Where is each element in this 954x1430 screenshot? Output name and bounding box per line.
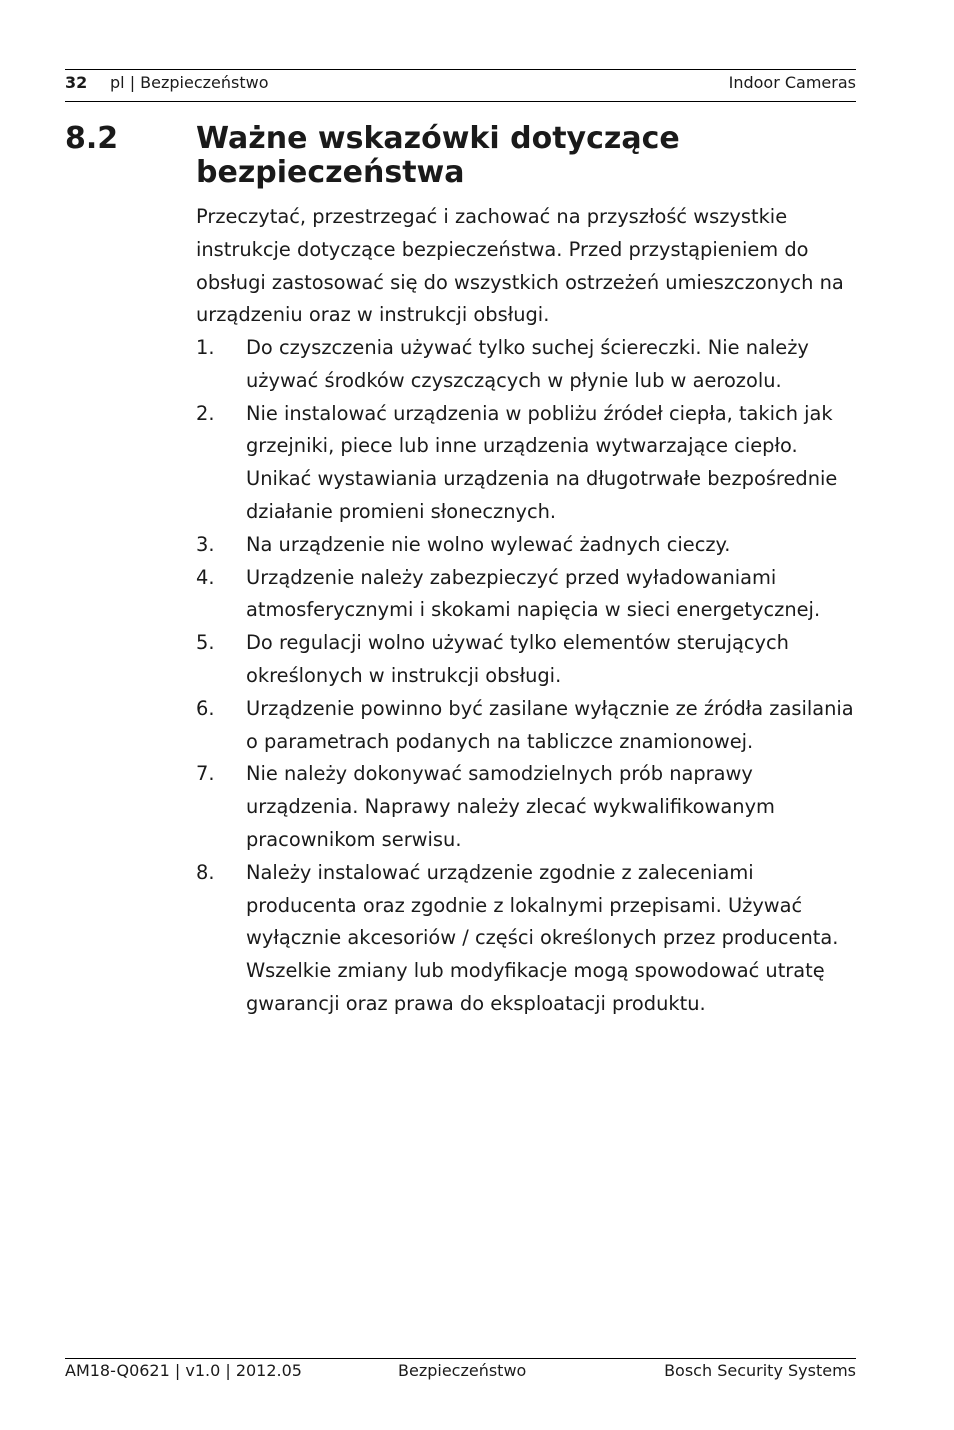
list-item <box>196 857 856 1021</box>
document-id: AM18-Q0621 | v1.0 | 2012.05 <box>65 1361 302 1380</box>
list-item-text: Nie instalować urządzenia w pobliżu źródeł ciepła, takich jak grzejniki, piece lub inne urządzenia wytwarzające ciepło. Unikać wystawiania urządzenia na długotrwałe bezpośrednie działanie promieni słonecznych. <box>246 401 838 523</box>
list-item-text: Nie należy dokonywać samodzielnych prób naprawy urządzenia. Naprawy należy zlecać wykwalifikowanym pracownikom serwisu. <box>246 762 775 851</box>
list-item-text: Do regulacji wolno używać tylko elementów sterujących określonych w instrukcji obsługi. <box>246 631 789 687</box>
list-item <box>196 627 856 693</box>
page-header <box>65 69 856 102</box>
page-number: 32 <box>65 73 88 92</box>
list-item-number: 4. <box>196 565 215 589</box>
page-footer <box>65 1358 856 1389</box>
list-item-number: 5. <box>196 631 215 655</box>
company-name: Bosch Security Systems <box>664 1361 856 1380</box>
list-item-number: 7. <box>196 762 215 786</box>
safety-list <box>196 332 856 1021</box>
breadcrumb: pl | Bezpieczeństwo <box>110 73 269 92</box>
list-item <box>196 693 856 759</box>
list-item-text: Urządzenie powinno być zasilane wyłącznie ze źródła zasilania o parametrach podanych na tabliczce znamionowej. <box>246 696 854 753</box>
list-item <box>196 758 856 856</box>
intro-paragraph: Przeczytać, przestrzegać i zachować na przyszłość wszystkie instrukcje dotyczące bezpieczeństwa. Przed przystąpieniem do obsługi zastosować się do wszystkich ostrzeżeń umieszczonych na urządzeniu oraz w instrukcji obsługi. <box>196 205 844 327</box>
list-item <box>196 529 856 562</box>
list-item-number: 1. <box>196 336 215 359</box>
list-item-number: 2. <box>196 401 215 425</box>
section-title: Ważne wskazówki dotyczące bezpieczeństwa <box>196 121 680 190</box>
footer-section: Bezpieczeństwo <box>398 1361 527 1380</box>
list-item-number: 3. <box>196 532 215 556</box>
list-item-text: Urządzenie należy zabezpieczyć przed wyładowaniami atmosferycznymi i skokami napięcia w sieci energetycznej. <box>246 565 821 622</box>
list-item <box>196 332 856 398</box>
product-name: Indoor Cameras <box>728 73 856 92</box>
list-item <box>196 562 856 628</box>
list-item-number: 6. <box>196 696 215 720</box>
list-item-number: 8. <box>196 860 215 884</box>
list-item-text: Na urządzenie nie wolno wylewać żadnych cieczy. <box>246 532 731 556</box>
list-item <box>196 398 856 529</box>
list-item-text: Należy instalować urządzenie zgodnie z zaleceniami producenta oraz zgodnie z lokalnymi przepisami. Używać wyłącznie akcesoriów / części określonych przez producenta. Wszelkie zmiany lub modyfikacje mogą spowodować utratę gwarancji oraz prawa do eksploatacji produktu. <box>246 860 839 1015</box>
section-number: 8.2 <box>65 121 119 156</box>
list-item-text: Do czyszczenia używać tylko suchej ściereczki. Nie należy używać środków czyszczących w płynie lub w aerozolu. <box>246 336 809 392</box>
